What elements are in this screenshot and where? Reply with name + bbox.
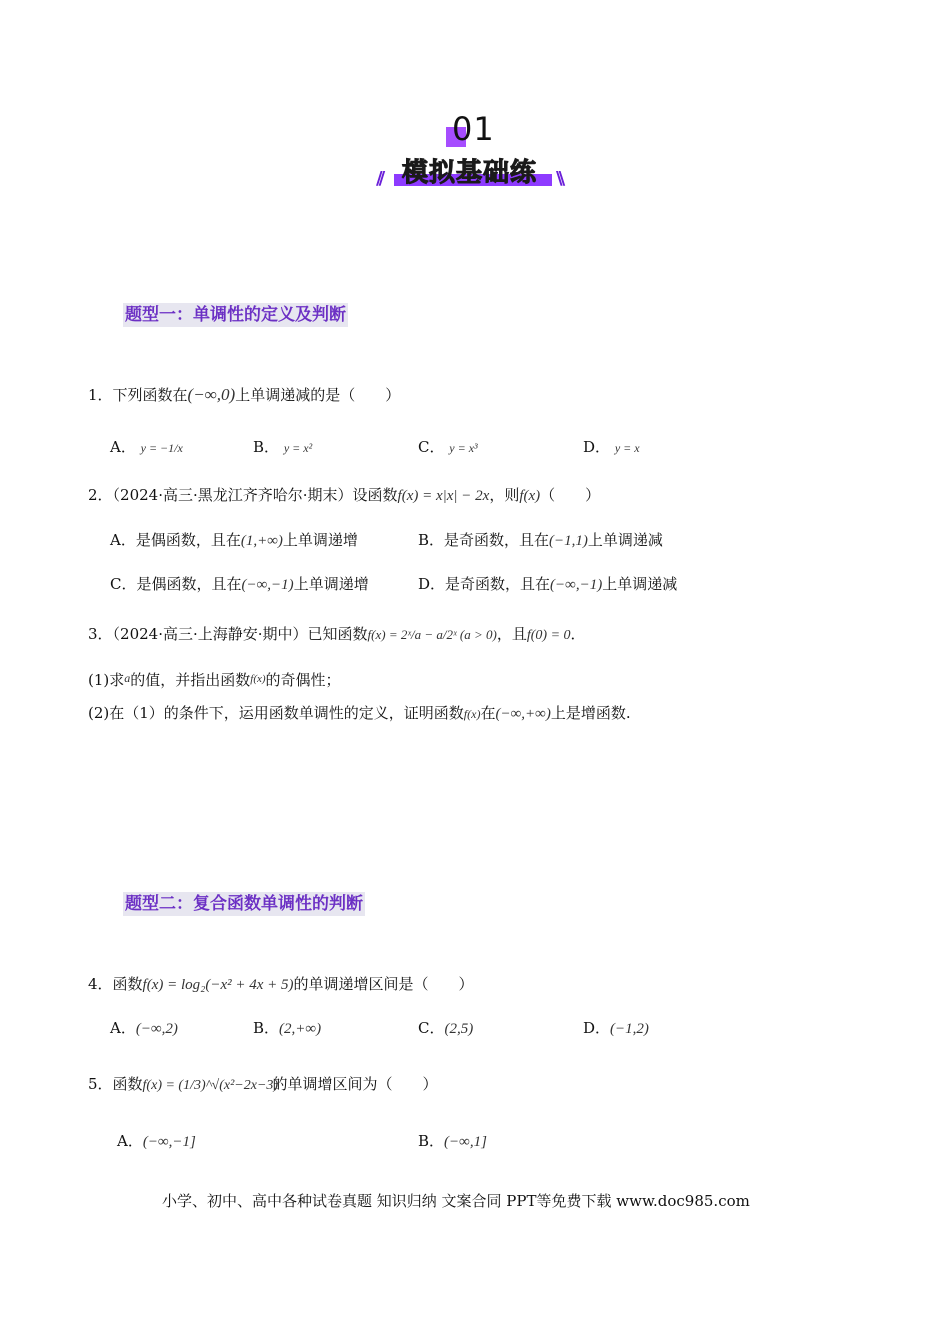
q2-fx: f(x) xyxy=(519,488,541,504)
right-slash-decoration: \\ xyxy=(556,168,562,189)
section-heading-2: 题型二：复合函数单调性的判断 xyxy=(125,894,363,914)
q2-option-d-interval: (−∞,−1) xyxy=(550,577,603,593)
q3-part-2 xyxy=(88,703,631,724)
q2-option-a-interval: (1,+∞) xyxy=(240,533,283,549)
q2-suffix: （ ） xyxy=(540,486,601,504)
section-heading-1: 题型一：单调性的定义及判断 xyxy=(125,305,346,325)
q4-option-d-letter: D． xyxy=(583,1019,611,1037)
q1-option-c xyxy=(418,437,478,458)
q5-option-b-math: (−∞,1] xyxy=(444,1134,487,1150)
q5-option-b xyxy=(418,1131,487,1152)
q3-p1-a: (1)求 xyxy=(88,671,125,689)
q2-option-d xyxy=(418,574,677,595)
q3-p2-fx: f(x) xyxy=(463,707,481,721)
question-5 xyxy=(88,1074,438,1096)
q3-p2-interval: (−∞,+∞) xyxy=(495,706,551,722)
q4-option-b-math: (2,+∞) xyxy=(279,1021,322,1037)
q2-prefix: 2．（2024·高三·黑龙江齐齐哈尔·期末）设函数 xyxy=(88,486,398,504)
q3-p1-c: 的奇偶性； xyxy=(265,671,341,689)
q3-p2-c: 上是增函数. xyxy=(550,704,631,722)
q1-option-d-letter: D． xyxy=(583,438,611,456)
q5-option-a-letter: A． xyxy=(117,1132,143,1150)
q4-suffix: 的单调递增区间是（ ） xyxy=(293,975,474,993)
question-3 xyxy=(88,624,586,646)
q1-option-c-letter: C． xyxy=(418,438,445,456)
q2-option-b-letter: B． xyxy=(418,531,445,549)
q1-option-c-math: y = x³ xyxy=(449,441,478,455)
q2-option-a-text: 是偶函数，且在 xyxy=(135,531,241,549)
q2-option-a-text2: 上单调递增 xyxy=(282,531,358,549)
question-2 xyxy=(88,485,600,506)
q2-option-b-interval: (−1,1) xyxy=(549,533,588,549)
q3-prefix: 3．（2024·高三·上海静安·期中）已知函数 xyxy=(88,625,368,643)
q4-option-c xyxy=(418,1018,473,1039)
q3-p1-b: 的值，并指出函数 xyxy=(130,671,251,689)
q1-option-a xyxy=(110,437,183,458)
question-4 xyxy=(88,974,474,995)
q5-suffix: 的单调增区间为（ ） xyxy=(272,1075,438,1093)
q2-option-b-text2: 上单调递减 xyxy=(587,531,663,549)
q1-option-a-letter: A． xyxy=(110,438,136,456)
q4-option-a-math: (−∞,2) xyxy=(135,1021,178,1037)
left-slash-decoration: // xyxy=(376,168,382,189)
q4-option-a-letter: A． xyxy=(110,1019,136,1037)
q2-option-c-interval: (−∞,−1) xyxy=(241,577,294,593)
question-1 xyxy=(88,385,400,405)
q1-suffix: 上单调递减的是（ ） xyxy=(235,386,401,404)
q2-option-d-text2: 上单调递减 xyxy=(602,575,678,593)
q2-option-a-letter: A． xyxy=(110,531,136,549)
q5-option-b-letter: B． xyxy=(418,1132,445,1150)
q1-interval: (−∞,0) xyxy=(187,385,236,404)
q5-option-a xyxy=(117,1131,196,1152)
q4-option-c-letter: C． xyxy=(418,1019,445,1037)
q5-func: f(x) = (1/3)^√(x²−2x−3) xyxy=(142,1078,279,1093)
q2-option-d-letter: D． xyxy=(418,575,446,593)
q4-option-b-letter: B． xyxy=(253,1019,280,1037)
q1-option-b xyxy=(253,437,312,458)
q2-option-c-text2: 上单调递增 xyxy=(293,575,369,593)
q1-option-d-math: y = x xyxy=(614,441,640,455)
page-title: 模拟基础练 xyxy=(402,158,538,188)
q4-option-b xyxy=(253,1018,321,1039)
q3-p1-fx: f(x) xyxy=(250,673,266,685)
q1-option-d xyxy=(583,437,640,458)
q2-option-a xyxy=(110,530,358,551)
q3-mid: ，且 xyxy=(496,625,527,643)
q3-p1-var: a xyxy=(124,671,131,685)
q3-p2-b: 在 xyxy=(480,704,496,722)
q4-func: f(x) = log₂(−x² + 4x + 5) xyxy=(142,977,294,993)
q4-option-d xyxy=(583,1018,649,1039)
q3-cond: f(0) = 0 xyxy=(526,628,571,643)
q1-option-b-math: y = x² xyxy=(283,441,313,455)
q3-func: f(x) = 2ˣ/a − a/2ˣ (a > 0) xyxy=(367,627,497,642)
q3-end: ． xyxy=(570,625,586,643)
q2-mid: ，则 xyxy=(489,486,520,504)
q1-option-b-letter: B． xyxy=(253,438,280,456)
q2-option-b-text: 是奇函数，且在 xyxy=(444,531,550,549)
page-footer: 小学、初中、高中各种试卷真题 知识归纳 文案合同 PPT等免费下载 www.doc985.com xyxy=(162,1192,750,1210)
q2-func: f(x) = x|x| − 2x xyxy=(397,488,490,504)
q3-part-1 xyxy=(88,668,341,690)
q4-option-a xyxy=(110,1018,178,1039)
q1-option-a-math: y = −1/x xyxy=(140,441,183,455)
q2-option-b xyxy=(418,530,663,551)
q2-option-d-text: 是奇函数，且在 xyxy=(445,575,551,593)
q2-option-c xyxy=(110,574,369,595)
q4-prefix: 4．函数 xyxy=(88,975,143,993)
q4-option-c-math: (2,5) xyxy=(444,1021,474,1037)
q3-p2-a: (2)在（1）的条件下，运用函数单调性的定义，证明函数 xyxy=(88,704,464,722)
q5-option-a-math: (−∞,−1] xyxy=(142,1134,196,1150)
q5-prefix: 5．函数 xyxy=(88,1075,143,1093)
q2-option-c-letter: C． xyxy=(110,575,137,593)
section-number: 01 xyxy=(452,110,495,148)
q1-prefix: 1．下列函数在 xyxy=(88,386,188,404)
q4-option-d-math: (−1,2) xyxy=(610,1021,649,1037)
q2-option-c-text: 是偶函数，且在 xyxy=(136,575,242,593)
